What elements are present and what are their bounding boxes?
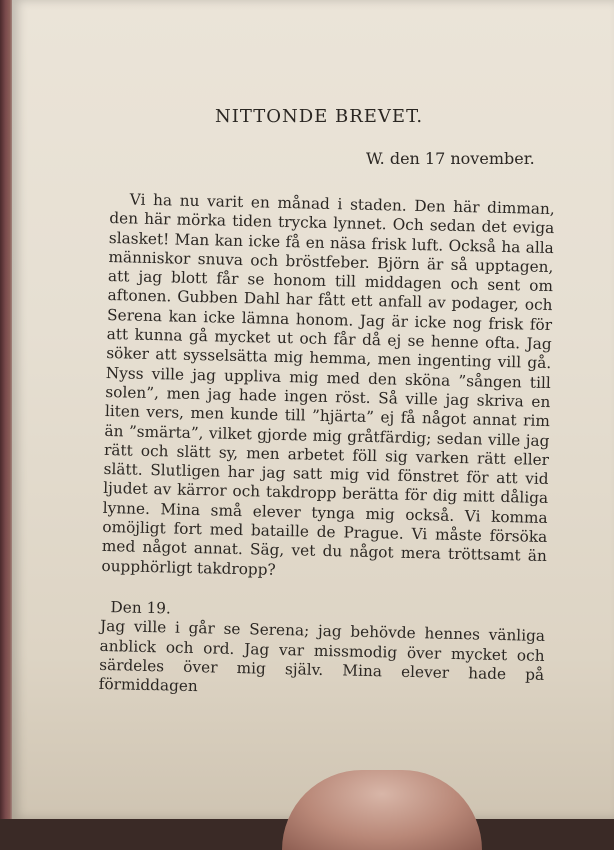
date-subheading: Den 19. <box>110 598 172 618</box>
letter-body <box>99 190 555 704</box>
paragraph: Jag ville i går se Serena; jag behövde hennes vänliga anblick och ord. Jag var missmodig över mycket och särdeles över mig själv. Mina elever hade på förmiddagen <box>98 617 546 696</box>
letter-heading: NITTONDE BREVET. <box>215 106 424 127</box>
paragraph: Vi ha nu varit en månad i staden. Den här dimman, den här mörka tiden trycka lynnet. Och sedan det eviga slasket! Man kan icke få en näsa frisk luft. Också ha alla människor snuva och bröstfeber. Björn är så upptagen, att jag blott får se honom till middagen och sent om aftonen. Gubben Dahl har fått ett anfall av podager, och Serena kan icke lämna honom. Jag är icke nog frisk för att kunna gå mycket ut och får då ej se henne ofta. Jag söker att sysselsätta mig hemma, men ingenting vill gå. Nyss ville jag uppliva mig med den sköna ”sången till solen”, men jag hade ingen röst. Så ville jag skriva en liten vers, men kunde till ”hjärta” ej få något annat rim än ”smärta”, vilket gjorde mig gråtfärdig; sedan ville jag rätt och slätt sy, men arbetet föll sig varken rätt eller slätt. Slutligen har jag satt mig vid fönstret för att vid ljudet av kärror och takdropp berätta för dig mitt dåliga lynne. Mina små elever tynga mig också. Vi komma omöjligt fort med bataille de Prague. Vi måste försöka med något annat. Säg, vet du något mera tröttsamt än oupphörligt takdropp? <box>101 190 555 579</box>
letter-dateline: W. den 17 november. <box>366 149 535 168</box>
